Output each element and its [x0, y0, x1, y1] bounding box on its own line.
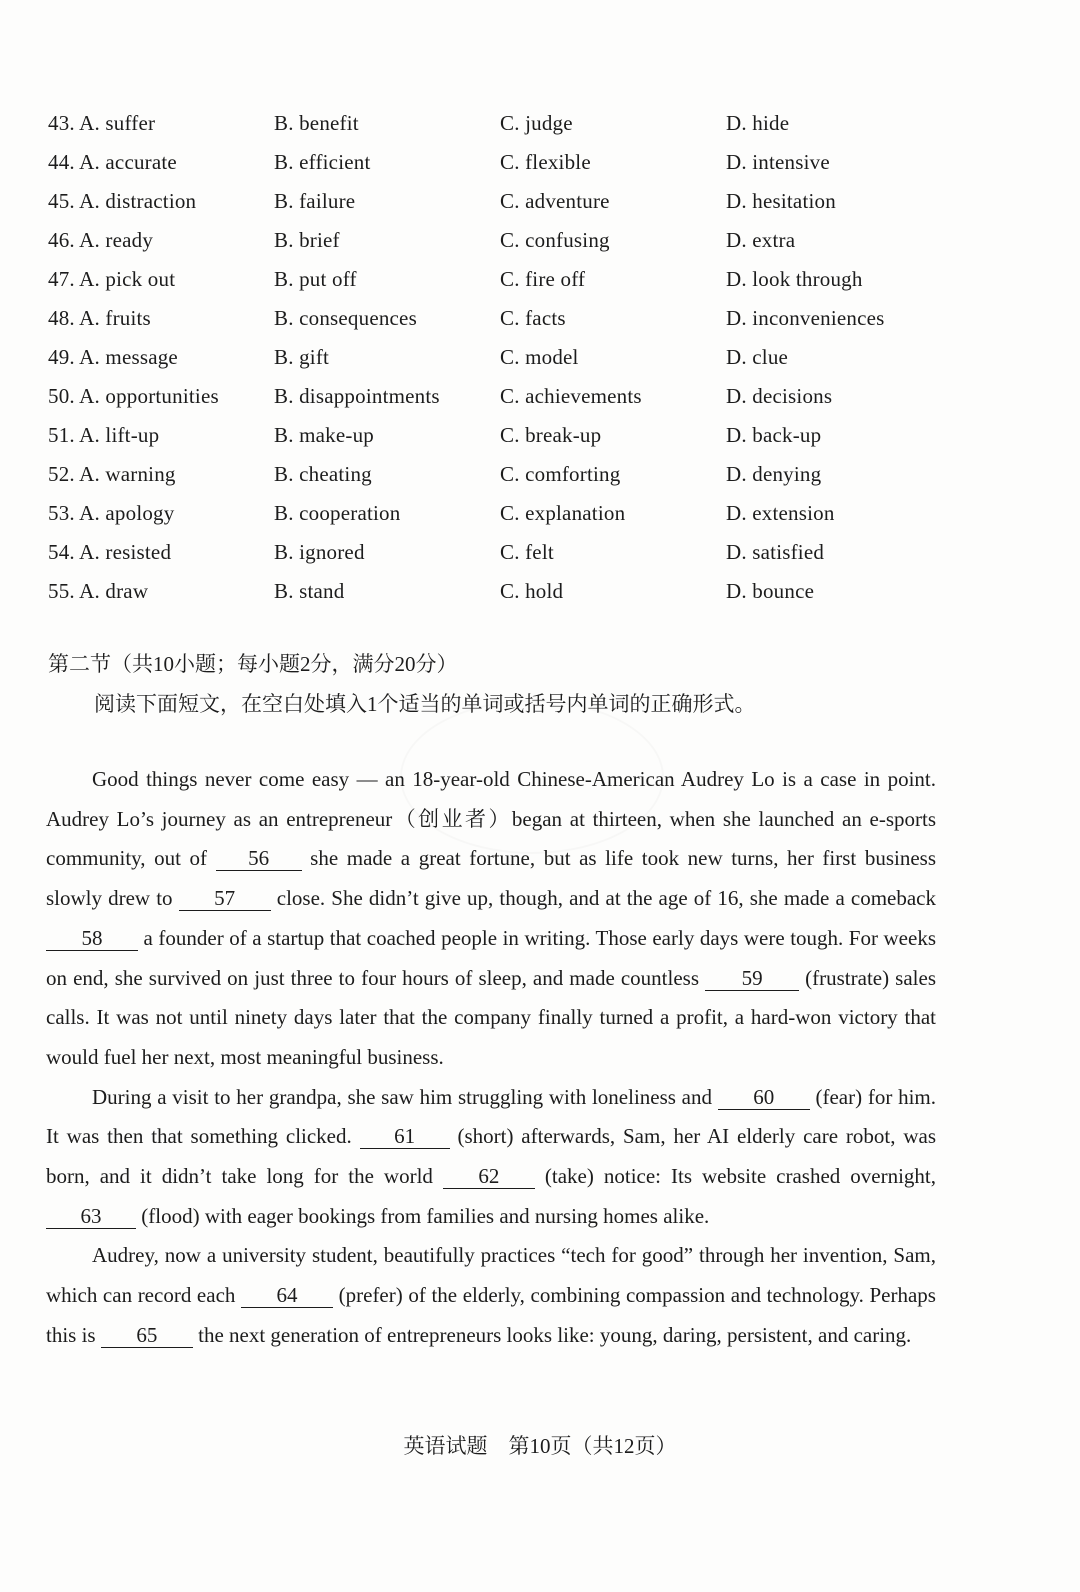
option-row: [48, 260, 948, 299]
passage-paragraph-2: [46, 1078, 936, 1237]
option-row: [48, 455, 948, 494]
option-b: B. disappointments: [274, 384, 440, 408]
passage-text: (flood) with eager bookings from families and nursing homes alike.: [136, 1203, 710, 1228]
option-c: C. judge: [500, 111, 573, 135]
option-c: C. achievements: [500, 384, 642, 408]
option-a: 49. A. message: [48, 345, 178, 369]
option-a: 55. A. draw: [48, 579, 149, 603]
option-a: 44. A. accurate: [48, 150, 177, 174]
option-a: 51. A. lift-up: [48, 423, 160, 447]
option-a: 47. A. pick out: [48, 267, 176, 291]
option-a: 43. A. suffer: [48, 111, 156, 135]
section-instruction: 阅读下面短文，在空白处填入1个适当的单词或括号内单词的正确形式。: [94, 692, 756, 716]
option-row: [48, 338, 948, 377]
option-b: B. gift: [274, 345, 330, 369]
passage-paragraph-1: [46, 760, 936, 1078]
option-d: D. decisions: [726, 384, 833, 408]
reading-passage: [46, 760, 936, 1356]
option-a: 52. A. warning: [48, 462, 176, 486]
option-c: C. break-up: [500, 423, 602, 447]
option-c: C. comforting: [500, 462, 621, 486]
option-d: D. denying: [726, 462, 822, 486]
option-b: B. consequences: [274, 306, 417, 330]
option-b: B. cheating: [274, 462, 372, 486]
option-row: [48, 221, 948, 260]
passage-text: (short) afterwards, Sam, her AI elderly care robot, was born, and it didn’t take long for the world: [46, 1124, 936, 1189]
option-row: [48, 416, 948, 455]
option-c: C. hold: [500, 579, 564, 603]
blank-64: 64: [241, 1283, 333, 1308]
passage-text: (frustrate) sales calls. It was not until ninety days later that the company finally turned a profit, a hard-won victory that would fuel her next, most meaningful business.: [46, 965, 936, 1069]
option-row: [48, 377, 948, 416]
option-c: C. adventure: [500, 189, 610, 213]
option-b: B. failure: [274, 189, 356, 213]
option-row: [48, 533, 948, 572]
option-a: 53. A. apology: [48, 501, 175, 525]
blank-56: 56: [216, 846, 302, 871]
option-d: D. extra: [726, 228, 796, 252]
option-d: D. look through: [726, 267, 863, 291]
option-c: C. fire off: [500, 267, 586, 291]
blank-58: 58: [46, 926, 138, 951]
option-a: 48. A. fruits: [48, 306, 151, 330]
section-heading: 第二节（共10小题；每小题2分，满分20分）: [48, 652, 458, 676]
option-c: C. model: [500, 345, 579, 369]
passage-text: she made a great fortune, but as life took new turns, her first business slowly drew to: [46, 846, 936, 911]
option-row: [48, 494, 948, 533]
passage-paragraph-3: [46, 1236, 936, 1355]
option-d: D. inconveniences: [726, 306, 885, 330]
option-b: B. benefit: [274, 111, 359, 135]
passage-text: a founder of a startup that coached people in writing. Those early days were tough. For weeks on end, she survived on just three to four hours of sleep, and made countless: [46, 925, 936, 990]
option-a: 46. A. ready: [48, 228, 154, 252]
option-a: 54. A. resisted: [48, 540, 172, 564]
options-list: [48, 104, 948, 611]
option-b: B. cooperation: [274, 501, 401, 525]
option-b: B. brief: [274, 228, 340, 252]
passage-text: the next generation of entrepreneurs looks like: young, daring, persistent, and caring.: [192, 1322, 912, 1347]
option-c: C. facts: [500, 306, 566, 330]
option-b: B. efficient: [274, 150, 371, 174]
passage-text: During a visit to her grandpa, she saw him struggling with loneliness and: [92, 1084, 718, 1109]
passage-text: close. She didn’t give up, though, and at the age of 16, she made a comeback: [270, 886, 936, 911]
option-d: D. clue: [726, 345, 789, 369]
option-a: 50. A. opportunities: [48, 384, 219, 408]
option-a: 45. A. distraction: [48, 189, 197, 213]
blank-65: 65: [101, 1323, 193, 1348]
option-b: B. put off: [274, 267, 357, 291]
option-c: C. explanation: [500, 501, 626, 525]
option-d: D. satisfied: [726, 540, 825, 564]
page-footer: 英语试题 第10页（共12页）: [403, 1434, 677, 1458]
option-d: D. back-up: [726, 423, 822, 447]
option-c: C. flexible: [500, 150, 591, 174]
blank-62: 62: [443, 1164, 535, 1189]
option-b: B. make-up: [274, 423, 374, 447]
passage-text: Good things never come easy — an 18-year-old Chinese-American Audrey Lo is a case in point. Audrey Lo’s journey as an entrepreneur（创业者）began at thirteen, when she launched an e-sports community, out of: [46, 767, 936, 871]
blank-61: 61: [360, 1124, 450, 1149]
blank-57: 57: [179, 886, 271, 911]
option-row: [48, 299, 948, 338]
blank-59: 59: [705, 966, 799, 991]
option-row: [48, 143, 948, 182]
option-row: [48, 182, 948, 221]
option-d: D. hesitation: [726, 189, 836, 213]
blank-60: 60: [718, 1085, 810, 1110]
passage-text: (prefer) of the elderly, combining compassion and technology. Perhaps this is: [46, 1283, 936, 1347]
passage-text: (take) notice: Its website crashed overnight,: [534, 1164, 936, 1189]
option-row: [48, 572, 948, 611]
option-row: [48, 104, 948, 143]
option-c: C. confusing: [500, 228, 610, 252]
blank-63: 63: [46, 1204, 136, 1229]
option-d: D. extension: [726, 501, 835, 525]
passage-text: Audrey, now a university student, beautifully practices “tech for good” through her invention, Sam, which can record each: [46, 1243, 936, 1308]
option-b: B. ignored: [274, 540, 365, 564]
option-b: B. stand: [274, 579, 345, 603]
option-d: D. intensive: [726, 150, 830, 174]
option-d: D. bounce: [726, 579, 815, 603]
option-d: D. hide: [726, 111, 790, 135]
option-c: C. felt: [500, 540, 554, 564]
passage-text: (fear) for him. It was then that something clicked.: [46, 1084, 936, 1149]
